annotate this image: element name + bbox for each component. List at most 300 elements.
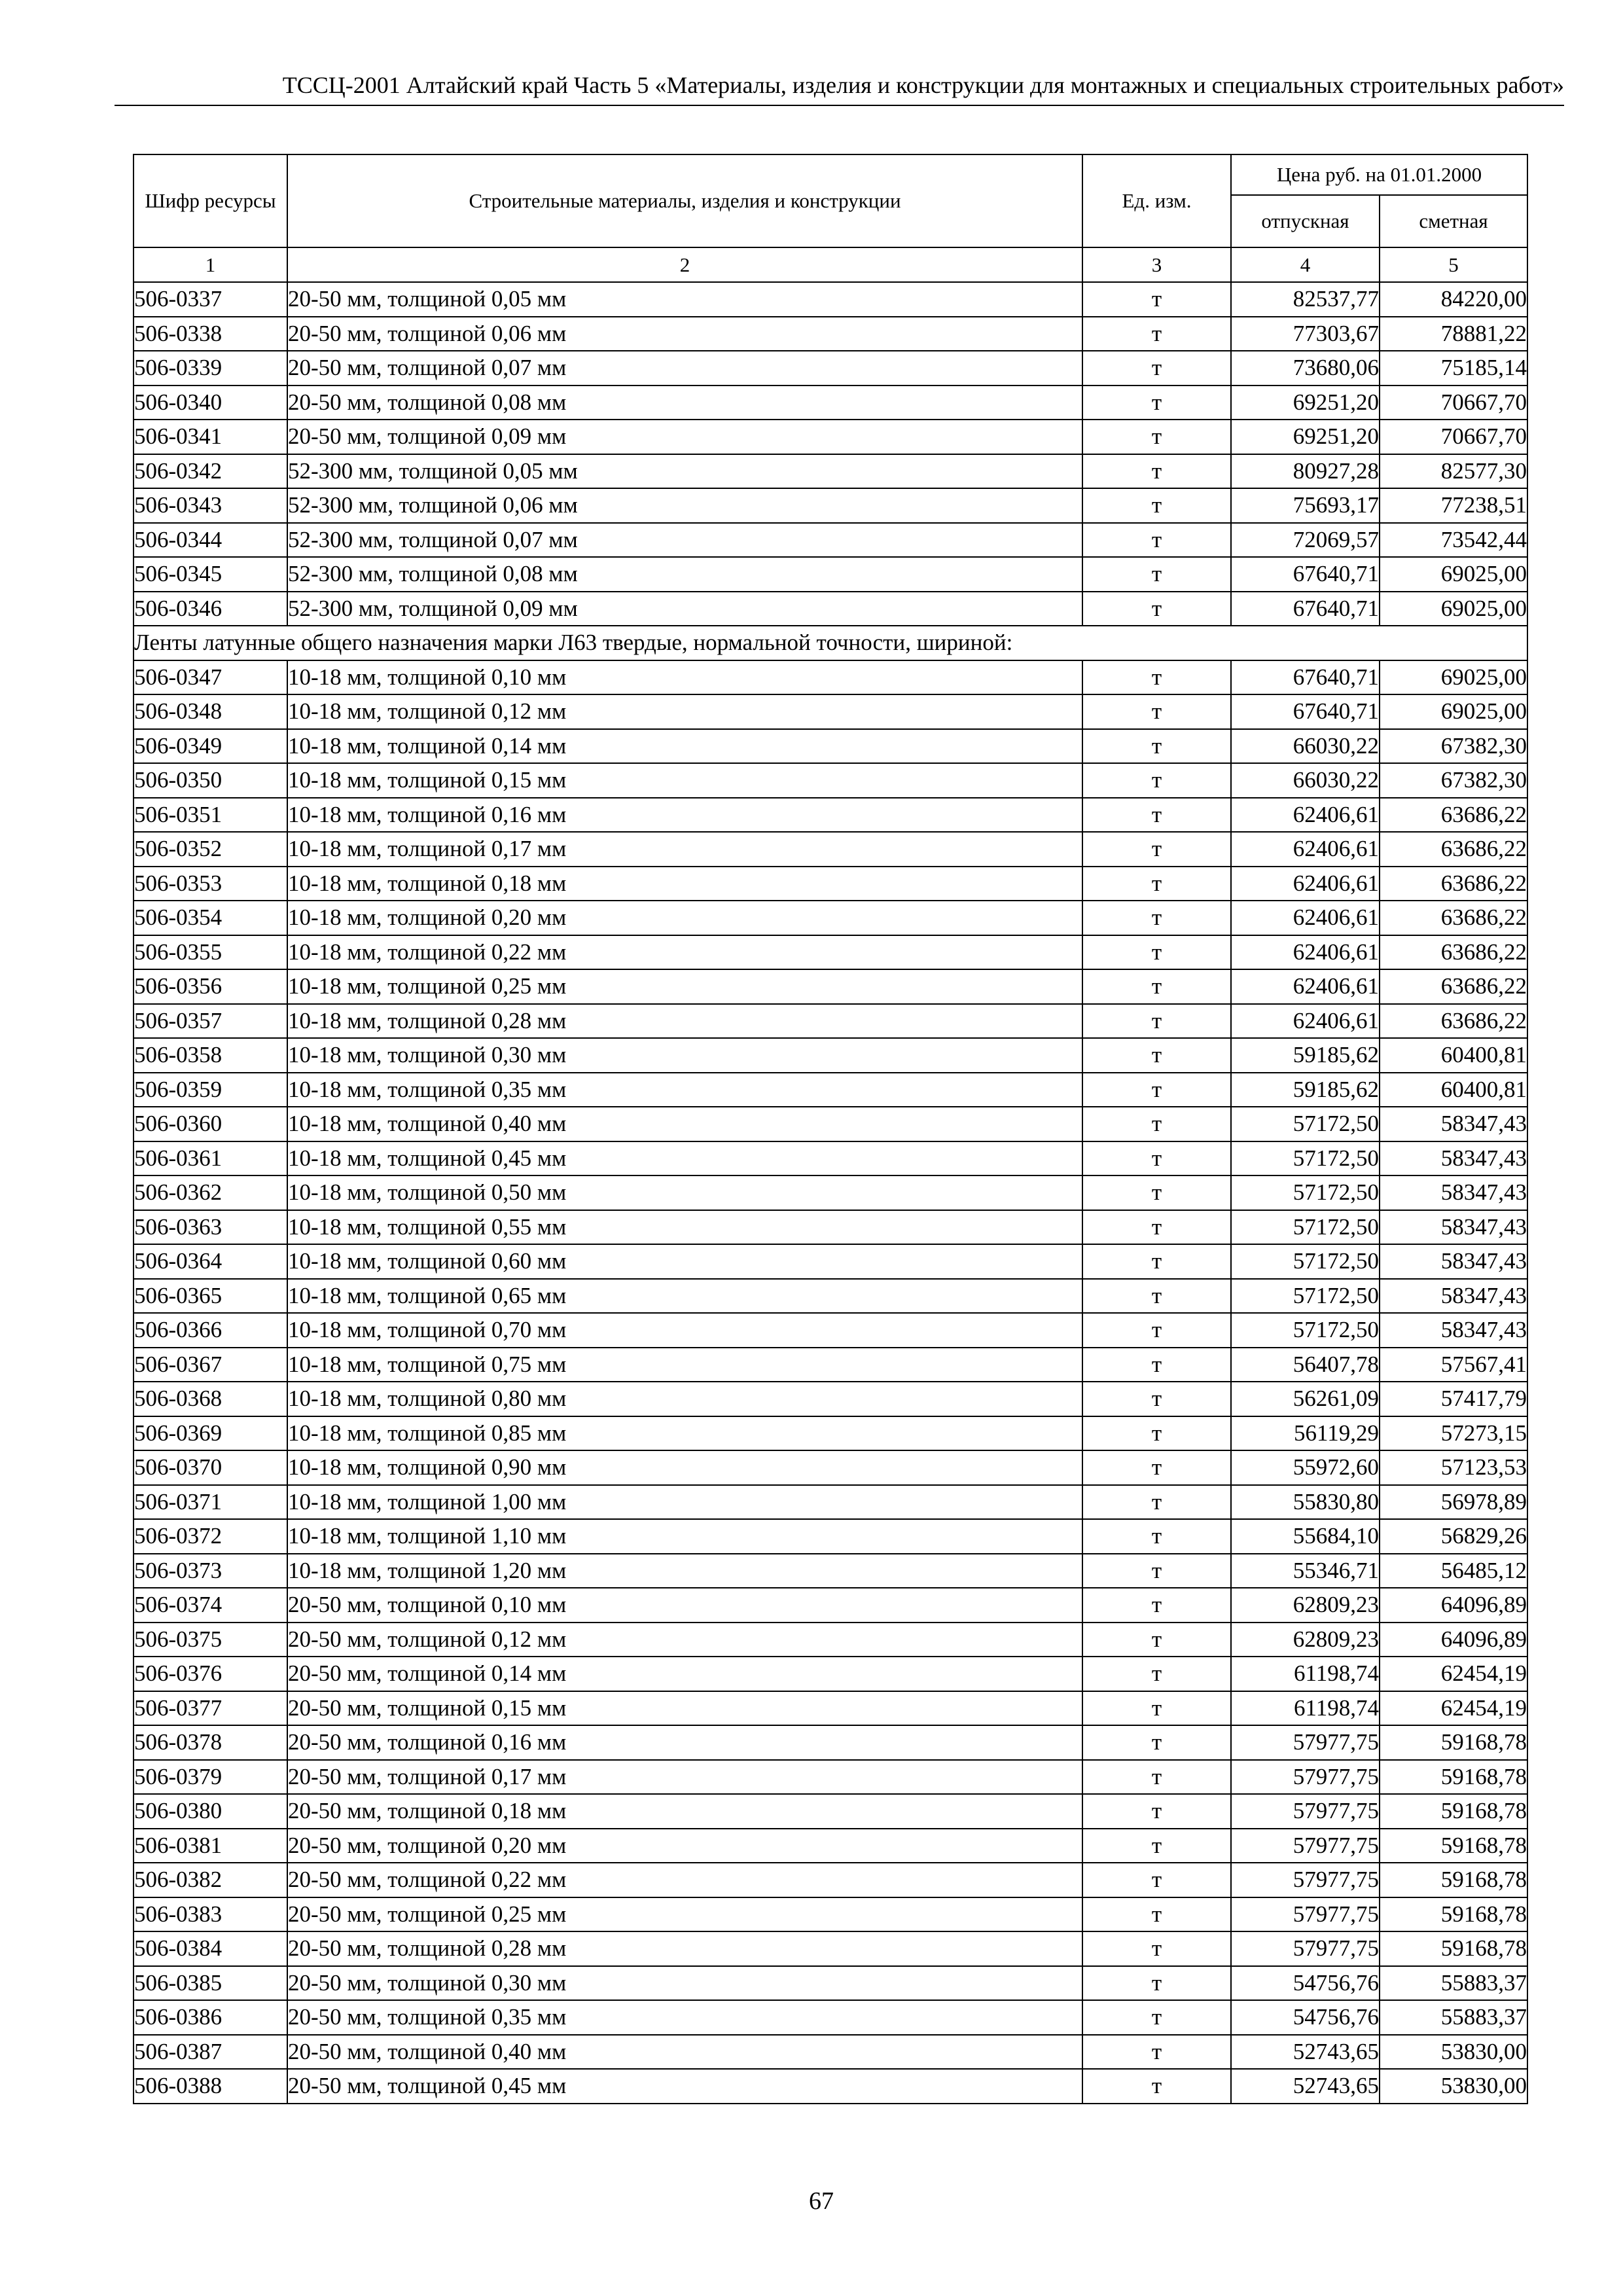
resource-code-cell: 506-0386 xyxy=(134,2000,287,2035)
price-estimate-cell: 58347,43 xyxy=(1380,1107,1527,1141)
price-release-cell: 57977,75 xyxy=(1231,1794,1380,1829)
price-estimate-cell: 53830,00 xyxy=(1380,2035,1527,2070)
price-estimate-cell: 64096,89 xyxy=(1380,1623,1527,1657)
table-row xyxy=(134,1829,1527,1863)
header-name: Строительные материалы, изделия и конструкции xyxy=(287,154,1082,247)
table-row xyxy=(134,867,1527,901)
price-release-cell: 54756,76 xyxy=(1231,1966,1380,2001)
material-name-cell: 20-50 мм, толщиной 0,28 мм xyxy=(287,1931,1082,1966)
unit-cell: т xyxy=(1082,1382,1231,1416)
material-name-cell: 20-50 мм, толщиной 0,40 мм xyxy=(287,2035,1082,2070)
resource-code-cell: 506-0343 xyxy=(134,488,287,523)
resource-code-cell: 506-0385 xyxy=(134,1966,287,2001)
resource-code-cell: 506-0384 xyxy=(134,1931,287,1966)
price-release-cell: 61198,74 xyxy=(1231,1691,1380,1726)
unit-cell: т xyxy=(1082,1897,1231,1932)
price-estimate-cell: 78881,22 xyxy=(1380,317,1527,351)
column-number: 5 xyxy=(1380,247,1527,282)
material-name-cell: 20-50 мм, толщиной 0,08 мм xyxy=(287,386,1082,420)
resource-code-cell: 506-0367 xyxy=(134,1348,287,1382)
material-name-cell: 10-18 мм, толщиной 0,17 мм xyxy=(287,832,1082,867)
table-row xyxy=(134,523,1527,558)
price-release-cell: 59185,62 xyxy=(1231,1038,1380,1073)
material-name-cell: 10-18 мм, толщиной 0,75 мм xyxy=(287,1348,1082,1382)
material-name-cell: 10-18 мм, толщиной 0,18 мм xyxy=(287,867,1082,901)
unit-cell: т xyxy=(1082,1519,1231,1554)
price-estimate-cell: 59168,78 xyxy=(1380,1760,1527,1795)
resource-code-cell: 506-0370 xyxy=(134,1450,287,1485)
price-release-cell: 61198,74 xyxy=(1231,1657,1380,1691)
column-number: 4 xyxy=(1231,247,1380,282)
table-row xyxy=(134,694,1527,729)
resource-code-cell: 506-0352 xyxy=(134,832,287,867)
price-estimate-cell: 63686,22 xyxy=(1380,901,1527,935)
resource-code-cell: 506-0375 xyxy=(134,1623,287,1657)
price-release-cell: 57977,75 xyxy=(1231,1863,1380,1897)
material-name-cell: 10-18 мм, толщиной 0,90 мм xyxy=(287,1450,1082,1485)
material-name-cell: 52-300 мм, толщиной 0,05 мм xyxy=(287,454,1082,489)
resource-code-cell: 506-0362 xyxy=(134,1175,287,1210)
table-row xyxy=(134,729,1527,764)
header-divider xyxy=(115,105,1564,106)
table-row xyxy=(134,1450,1527,1485)
unit-cell: т xyxy=(1082,420,1231,454)
price-estimate-cell: 59168,78 xyxy=(1380,1725,1527,1760)
price-release-cell: 54756,76 xyxy=(1231,2000,1380,2035)
price-estimate-cell: 60400,81 xyxy=(1380,1073,1527,1107)
material-name-cell: 10-18 мм, толщиной 0,22 мм xyxy=(287,935,1082,970)
column-number: 1 xyxy=(134,247,287,282)
material-name-cell: 10-18 мм, толщиной 0,28 мм xyxy=(287,1004,1082,1039)
table-row xyxy=(134,1485,1527,1520)
price-release-cell: 52743,65 xyxy=(1231,2069,1380,2104)
material-name-cell: 10-18 мм, толщиной 0,85 мм xyxy=(287,1416,1082,1451)
price-estimate-cell: 62454,19 xyxy=(1380,1691,1527,1726)
table-row xyxy=(134,901,1527,935)
price-release-cell: 66030,22 xyxy=(1231,763,1380,798)
table-row xyxy=(134,1623,1527,1657)
table-row xyxy=(134,1519,1527,1554)
unit-cell: т xyxy=(1082,694,1231,729)
unit-cell: т xyxy=(1082,1073,1231,1107)
price-estimate-cell: 69025,00 xyxy=(1380,694,1527,729)
unit-cell: т xyxy=(1082,317,1231,351)
resource-code-cell: 506-0342 xyxy=(134,454,287,489)
unit-cell: т xyxy=(1082,1175,1231,1210)
material-name-cell: 20-50 мм, толщиной 0,17 мм xyxy=(287,1760,1082,1795)
table-body-a xyxy=(134,282,1527,626)
price-release-cell: 59185,62 xyxy=(1231,1073,1380,1107)
table-row xyxy=(134,1107,1527,1141)
resource-code-cell: 506-0371 xyxy=(134,1485,287,1520)
unit-cell: т xyxy=(1082,1931,1231,1966)
table-row xyxy=(134,488,1527,523)
table-row xyxy=(134,798,1527,833)
material-name-cell: 10-18 мм, толщиной 0,30 мм xyxy=(287,1038,1082,1073)
price-estimate-cell: 63686,22 xyxy=(1380,867,1527,901)
table-row xyxy=(134,1416,1527,1451)
table-row xyxy=(134,592,1527,626)
price-estimate-cell: 56485,12 xyxy=(1380,1554,1527,1588)
material-name-cell: 20-50 мм, толщиной 0,16 мм xyxy=(287,1725,1082,1760)
table-row xyxy=(134,1966,1527,2001)
section-title: Ленты латунные общего назначения марки Л63 твердые, нормальной точности, шириной: xyxy=(134,626,1527,660)
resource-code-cell: 506-0368 xyxy=(134,1382,287,1416)
material-name-cell: 20-50 мм, толщиной 0,20 мм xyxy=(287,1829,1082,1863)
unit-cell: т xyxy=(1082,1554,1231,1588)
table-row xyxy=(134,282,1527,317)
material-name-cell: 10-18 мм, толщиной 0,80 мм xyxy=(287,1382,1082,1416)
price-estimate-cell: 69025,00 xyxy=(1380,592,1527,626)
unit-cell: т xyxy=(1082,282,1231,317)
unit-cell: т xyxy=(1082,1279,1231,1314)
price-estimate-cell: 77238,51 xyxy=(1380,488,1527,523)
resource-code-cell: 506-0349 xyxy=(134,729,287,764)
table-row xyxy=(134,1931,1527,1966)
material-name-cell: 10-18 мм, толщиной 0,20 мм xyxy=(287,901,1082,935)
material-name-cell: 20-50 мм, толщиной 0,45 мм xyxy=(287,2069,1082,2104)
table-row xyxy=(134,386,1527,420)
price-release-cell: 62406,61 xyxy=(1231,935,1380,970)
unit-cell: т xyxy=(1082,592,1231,626)
table-row xyxy=(134,1175,1527,1210)
table-row xyxy=(134,832,1527,867)
table-row xyxy=(134,2069,1527,2104)
price-release-cell: 56261,09 xyxy=(1231,1382,1380,1416)
unit-cell: т xyxy=(1082,1691,1231,1726)
material-name-cell: 10-18 мм, толщиной 0,60 мм xyxy=(287,1244,1082,1279)
material-name-cell: 10-18 мм, толщиной 0,16 мм xyxy=(287,798,1082,833)
material-name-cell: 10-18 мм, толщиной 0,45 мм xyxy=(287,1141,1082,1176)
table-row xyxy=(134,1691,1527,1726)
unit-cell: т xyxy=(1082,386,1231,420)
header-price-release: отпускная xyxy=(1231,195,1380,247)
table-row xyxy=(134,1554,1527,1588)
material-name-cell: 10-18 мм, толщиной 0,70 мм xyxy=(287,1313,1082,1348)
material-name-cell: 20-50 мм, толщиной 0,07 мм xyxy=(287,351,1082,386)
table-row xyxy=(134,317,1527,351)
resource-code-cell: 506-0339 xyxy=(134,351,287,386)
resource-code-cell: 506-0373 xyxy=(134,1554,287,1588)
column-number: 2 xyxy=(287,247,1082,282)
table-row xyxy=(134,1897,1527,1932)
price-release-cell: 57977,75 xyxy=(1231,1760,1380,1795)
unit-cell: т xyxy=(1082,2000,1231,2035)
price-table xyxy=(133,154,1528,2104)
price-release-cell: 77303,67 xyxy=(1231,317,1380,351)
resource-code-cell: 506-0374 xyxy=(134,1588,287,1623)
price-estimate-cell: 55883,37 xyxy=(1380,1966,1527,2001)
unit-cell: т xyxy=(1082,1623,1231,1657)
price-release-cell: 67640,71 xyxy=(1231,592,1380,626)
price-estimate-cell: 63686,22 xyxy=(1380,935,1527,970)
price-release-cell: 56407,78 xyxy=(1231,1348,1380,1382)
price-release-cell: 52743,65 xyxy=(1231,2035,1380,2070)
resource-code-cell: 506-0344 xyxy=(134,523,287,558)
table-row xyxy=(134,2000,1527,2035)
resource-code-cell: 506-0358 xyxy=(134,1038,287,1073)
section-row xyxy=(134,626,1527,660)
table-row xyxy=(134,935,1527,970)
unit-cell: т xyxy=(1082,660,1231,695)
resource-code-cell: 506-0365 xyxy=(134,1279,287,1314)
table-row xyxy=(134,763,1527,798)
unit-cell: т xyxy=(1082,1863,1231,1897)
material-name-cell: 20-50 мм, толщиной 0,22 мм xyxy=(287,1863,1082,1897)
resource-code-cell: 506-0372 xyxy=(134,1519,287,1554)
table-row xyxy=(134,557,1527,592)
price-estimate-cell: 58347,43 xyxy=(1380,1313,1527,1348)
unit-cell: т xyxy=(1082,1244,1231,1279)
price-release-cell: 57977,75 xyxy=(1231,1931,1380,1966)
resource-code-cell: 506-0364 xyxy=(134,1244,287,1279)
unit-cell: т xyxy=(1082,1725,1231,1760)
material-name-cell: 10-18 мм, толщиной 0,15 мм xyxy=(287,763,1082,798)
price-release-cell: 62809,23 xyxy=(1231,1588,1380,1623)
unit-cell: т xyxy=(1082,798,1231,833)
unit-cell: т xyxy=(1082,1038,1231,1073)
price-estimate-cell: 59168,78 xyxy=(1380,1794,1527,1829)
material-name-cell: 20-50 мм, толщиной 0,06 мм xyxy=(287,317,1082,351)
price-estimate-cell: 57567,41 xyxy=(1380,1348,1527,1382)
material-name-cell: 10-18 мм, толщиной 1,20 мм xyxy=(287,1554,1082,1588)
table-row xyxy=(134,1725,1527,1760)
resource-code-cell: 506-0377 xyxy=(134,1691,287,1726)
material-name-cell: 20-50 мм, толщиной 0,15 мм xyxy=(287,1691,1082,1726)
unit-cell: т xyxy=(1082,488,1231,523)
material-name-cell: 10-18 мм, толщиной 0,14 мм xyxy=(287,729,1082,764)
table-body-b xyxy=(134,660,1527,2104)
price-estimate-cell: 58347,43 xyxy=(1380,1279,1527,1314)
material-name-cell: 10-18 мм, толщиной 1,00 мм xyxy=(287,1485,1082,1520)
price-release-cell: 67640,71 xyxy=(1231,694,1380,729)
table-row xyxy=(134,969,1527,1004)
price-estimate-cell: 57417,79 xyxy=(1380,1382,1527,1416)
price-release-cell: 57977,75 xyxy=(1231,1897,1380,1932)
price-release-cell: 56119,29 xyxy=(1231,1416,1380,1451)
unit-cell: т xyxy=(1082,1966,1231,2001)
resource-code-cell: 506-0388 xyxy=(134,2069,287,2104)
price-estimate-cell: 59168,78 xyxy=(1380,1931,1527,1966)
table-row xyxy=(134,351,1527,386)
price-release-cell: 57172,50 xyxy=(1231,1279,1380,1314)
unit-cell: т xyxy=(1082,729,1231,764)
resource-code-cell: 506-0338 xyxy=(134,317,287,351)
unit-cell: т xyxy=(1082,2035,1231,2070)
resource-code-cell: 506-0345 xyxy=(134,557,287,592)
price-estimate-cell: 62454,19 xyxy=(1380,1657,1527,1691)
table-row xyxy=(134,2035,1527,2070)
price-estimate-cell: 70667,70 xyxy=(1380,420,1527,454)
material-name-cell: 10-18 мм, толщиной 0,12 мм xyxy=(287,694,1082,729)
resource-code-cell: 506-0381 xyxy=(134,1829,287,1863)
price-release-cell: 82537,77 xyxy=(1231,282,1380,317)
price-release-cell: 62809,23 xyxy=(1231,1623,1380,1657)
material-name-cell: 20-50 мм, толщиной 0,30 мм xyxy=(287,1966,1082,2001)
resource-code-cell: 506-0383 xyxy=(134,1897,287,1932)
price-release-cell: 55346,71 xyxy=(1231,1554,1380,1588)
material-name-cell: 20-50 мм, толщиной 0,14 мм xyxy=(287,1657,1082,1691)
price-estimate-cell: 70667,70 xyxy=(1380,386,1527,420)
unit-cell: т xyxy=(1082,1141,1231,1176)
resource-code-cell: 506-0382 xyxy=(134,1863,287,1897)
material-name-cell: 20-50 мм, толщиной 0,35 мм xyxy=(287,2000,1082,2035)
resource-code-cell: 506-0351 xyxy=(134,798,287,833)
resource-code-cell: 506-0348 xyxy=(134,694,287,729)
resource-code-cell: 506-0359 xyxy=(134,1073,287,1107)
resource-code-cell: 506-0363 xyxy=(134,1210,287,1245)
table-row xyxy=(134,1588,1527,1623)
price-estimate-cell: 67382,30 xyxy=(1380,763,1527,798)
price-release-cell: 62406,61 xyxy=(1231,867,1380,901)
resource-code-cell: 506-0366 xyxy=(134,1313,287,1348)
price-release-cell: 57172,50 xyxy=(1231,1244,1380,1279)
price-estimate-cell: 57123,53 xyxy=(1380,1450,1527,1485)
unit-cell: т xyxy=(1082,1794,1231,1829)
material-name-cell: 10-18 мм, толщиной 0,10 мм xyxy=(287,660,1082,695)
price-release-cell: 72069,57 xyxy=(1231,523,1380,558)
header-code: Шифр ресурсы xyxy=(134,154,287,247)
price-release-cell: 69251,20 xyxy=(1231,386,1380,420)
price-release-cell: 57172,50 xyxy=(1231,1107,1380,1141)
material-name-cell: 20-50 мм, толщиной 0,12 мм xyxy=(287,1623,1082,1657)
price-estimate-cell: 59168,78 xyxy=(1380,1829,1527,1863)
price-estimate-cell: 58347,43 xyxy=(1380,1175,1527,1210)
table-row xyxy=(134,1382,1527,1416)
table-row xyxy=(134,1760,1527,1795)
price-release-cell: 55684,10 xyxy=(1231,1519,1380,1554)
resource-code-cell: 506-0355 xyxy=(134,935,287,970)
price-release-cell: 62406,61 xyxy=(1231,901,1380,935)
unit-cell: т xyxy=(1082,1829,1231,1863)
resource-code-cell: 506-0387 xyxy=(134,2035,287,2070)
price-estimate-cell: 59168,78 xyxy=(1380,1897,1527,1932)
price-release-cell: 62406,61 xyxy=(1231,969,1380,1004)
resource-code-cell: 506-0361 xyxy=(134,1141,287,1176)
price-estimate-cell: 57273,15 xyxy=(1380,1416,1527,1451)
price-estimate-cell: 84220,00 xyxy=(1380,282,1527,317)
price-release-cell: 66030,22 xyxy=(1231,729,1380,764)
table-row xyxy=(134,1038,1527,1073)
resource-code-cell: 506-0369 xyxy=(134,1416,287,1451)
price-release-cell: 69251,20 xyxy=(1231,420,1380,454)
table-row xyxy=(134,1141,1527,1176)
price-estimate-cell: 64096,89 xyxy=(1380,1588,1527,1623)
price-release-cell: 57172,50 xyxy=(1231,1210,1380,1245)
price-release-cell: 57977,75 xyxy=(1231,1725,1380,1760)
unit-cell: т xyxy=(1082,832,1231,867)
price-estimate-cell: 58347,43 xyxy=(1380,1244,1527,1279)
table-row xyxy=(134,1313,1527,1348)
material-name-cell: 10-18 мм, толщиной 0,50 мм xyxy=(287,1175,1082,1210)
price-estimate-cell: 73542,44 xyxy=(1380,523,1527,558)
unit-cell: т xyxy=(1082,1004,1231,1039)
material-name-cell: 10-18 мм, толщиной 1,10 мм xyxy=(287,1519,1082,1554)
unit-cell: т xyxy=(1082,351,1231,386)
unit-cell: т xyxy=(1082,1107,1231,1141)
resource-code-cell: 506-0347 xyxy=(134,660,287,695)
header-price-group: Цена руб. на 01.01.2000 xyxy=(1231,154,1527,195)
price-estimate-cell: 67382,30 xyxy=(1380,729,1527,764)
price-release-cell: 55972,60 xyxy=(1231,1450,1380,1485)
unit-cell: т xyxy=(1082,1588,1231,1623)
column-number-row xyxy=(134,247,1527,282)
price-estimate-cell: 69025,00 xyxy=(1380,557,1527,592)
unit-cell: т xyxy=(1082,557,1231,592)
table-row xyxy=(134,454,1527,489)
table-row xyxy=(134,1348,1527,1382)
price-release-cell: 62406,61 xyxy=(1231,798,1380,833)
table-row xyxy=(134,660,1527,695)
price-estimate-cell: 60400,81 xyxy=(1380,1038,1527,1073)
resource-code-cell: 506-0376 xyxy=(134,1657,287,1691)
unit-cell: т xyxy=(1082,1313,1231,1348)
price-estimate-cell: 63686,22 xyxy=(1380,798,1527,833)
price-estimate-cell: 59168,78 xyxy=(1380,1863,1527,1897)
material-name-cell: 52-300 мм, толщиной 0,07 мм xyxy=(287,523,1082,558)
unit-cell: т xyxy=(1082,763,1231,798)
price-release-cell: 57172,50 xyxy=(1231,1175,1380,1210)
unit-cell: т xyxy=(1082,1485,1231,1520)
column-number: 3 xyxy=(1082,247,1231,282)
resource-code-cell: 506-0341 xyxy=(134,420,287,454)
table-row xyxy=(134,1279,1527,1314)
material-name-cell: 20-50 мм, толщиной 0,10 мм xyxy=(287,1588,1082,1623)
resource-code-cell: 506-0378 xyxy=(134,1725,287,1760)
unit-cell: т xyxy=(1082,2069,1231,2104)
price-release-cell: 55830,80 xyxy=(1231,1485,1380,1520)
table-row xyxy=(134,1657,1527,1691)
price-estimate-cell: 53830,00 xyxy=(1380,2069,1527,2104)
resource-code-cell: 506-0340 xyxy=(134,386,287,420)
unit-cell: т xyxy=(1082,454,1231,489)
unit-cell: т xyxy=(1082,1657,1231,1691)
price-estimate-cell: 69025,00 xyxy=(1380,660,1527,695)
price-estimate-cell: 63686,22 xyxy=(1380,1004,1527,1039)
resource-code-cell: 506-0380 xyxy=(134,1794,287,1829)
material-name-cell: 10-18 мм, толщиной 0,35 мм xyxy=(287,1073,1082,1107)
material-name-cell: 20-50 мм, толщиной 0,18 мм xyxy=(287,1794,1082,1829)
material-name-cell: 52-300 мм, толщиной 0,08 мм xyxy=(287,557,1082,592)
unit-cell: т xyxy=(1082,1210,1231,1245)
resource-code-cell: 506-0379 xyxy=(134,1760,287,1795)
price-release-cell: 80927,28 xyxy=(1231,454,1380,489)
section-body xyxy=(134,626,1527,660)
unit-cell: т xyxy=(1082,1416,1231,1451)
resource-code-cell: 506-0350 xyxy=(134,763,287,798)
material-name-cell: 20-50 мм, толщиной 0,25 мм xyxy=(287,1897,1082,1932)
table-row xyxy=(134,1863,1527,1897)
header-unit: Ед. изм. xyxy=(1082,154,1231,247)
material-name-cell: 20-50 мм, толщиной 0,05 мм xyxy=(287,282,1082,317)
table-row xyxy=(134,1794,1527,1829)
price-estimate-cell: 63686,22 xyxy=(1380,969,1527,1004)
price-estimate-cell: 58347,43 xyxy=(1380,1141,1527,1176)
table-row xyxy=(134,1210,1527,1245)
material-name-cell: 10-18 мм, толщиной 0,55 мм xyxy=(287,1210,1082,1245)
header-price-estimate: сметная xyxy=(1380,195,1527,247)
unit-cell: т xyxy=(1082,969,1231,1004)
material-name-cell: 10-18 мм, толщиной 0,25 мм xyxy=(287,969,1082,1004)
table-row xyxy=(134,420,1527,454)
unit-cell: т xyxy=(1082,523,1231,558)
table-row xyxy=(134,1244,1527,1279)
price-estimate-cell: 56829,26 xyxy=(1380,1519,1527,1554)
price-release-cell: 62406,61 xyxy=(1231,832,1380,867)
unit-cell: т xyxy=(1082,1348,1231,1382)
table-row xyxy=(134,1073,1527,1107)
price-estimate-cell: 56978,89 xyxy=(1380,1485,1527,1520)
